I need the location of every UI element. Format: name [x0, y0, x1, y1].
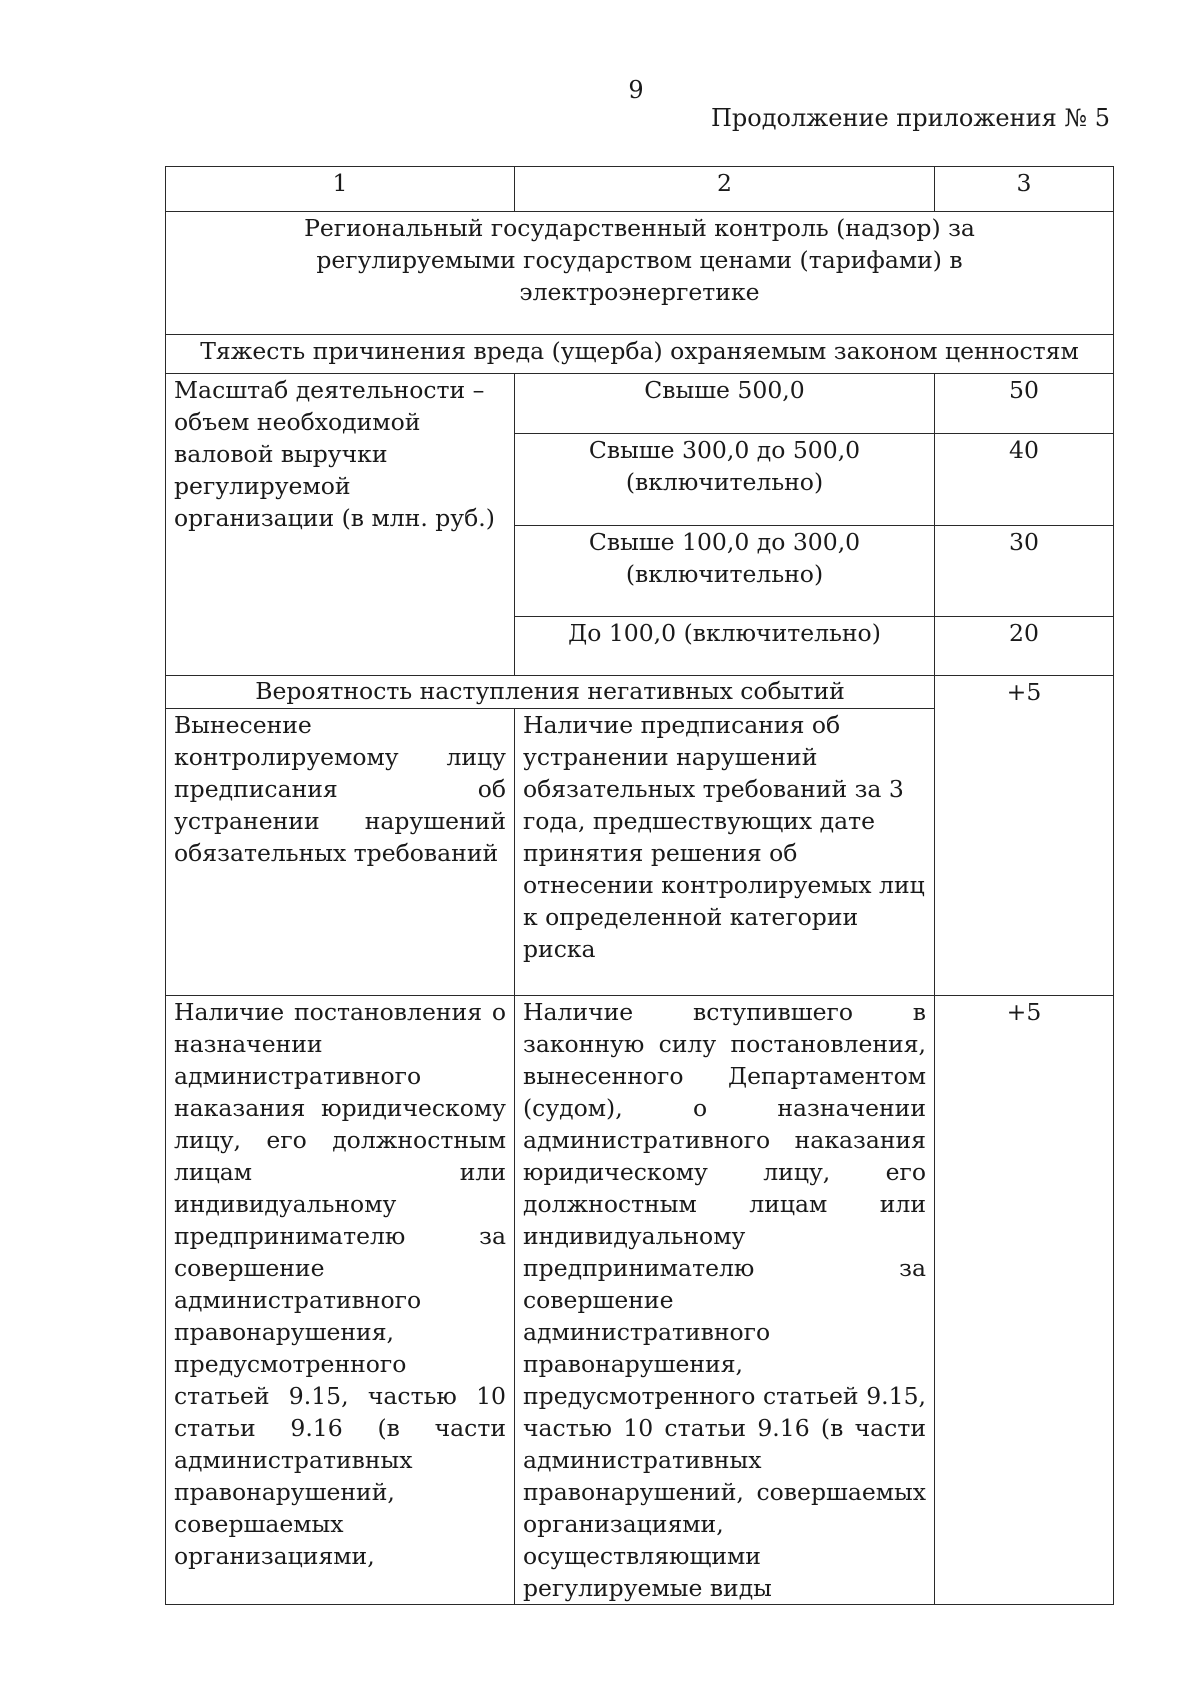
scale-row — [166, 374, 1114, 434]
probability-header-row — [166, 676, 1114, 709]
column-number-row — [166, 167, 1114, 212]
section-title-row — [166, 212, 1114, 335]
scale-label: Масштаб деятельности – объем необходимой валовой выручки регулируемой организации (в млн. руб.) — [166, 374, 515, 676]
scale-points: 50 — [935, 374, 1114, 434]
indicator-text: Наличие вступившего в законную силу постановления, вынесенного Департаментом (судом), о назначении административного наказания юридическому лицу, его должностным лицам или индивидуальному предпринимателю за совершение административного правонарушения, предусмотренного статьей 9.15, частью 10 статьи 9.16 (в части административных правонарушений, совершаемых организациями, осуществляющими регулируемые виды — [515, 996, 935, 1605]
indicator-text: Наличие предписания об устранении нарушений обязательных требований за 3 года, предшествующих дате принятия решения об отнесении контролируемых лиц к определенной категории риска — [515, 709, 935, 996]
col-header-2: 2 — [515, 167, 935, 212]
section-title: Региональный государственный контроль (надзор) за регулируемыми государством ценами (тарифами) в электроэнергетике — [166, 212, 1114, 335]
scale-range: Свыше 300,0 до 500,0 (включительно) — [515, 434, 935, 526]
criterion-points: +5 — [935, 676, 1114, 996]
scale-points: 40 — [935, 434, 1114, 526]
col-header-3: 3 — [935, 167, 1114, 212]
criterion-row — [166, 996, 1114, 1605]
scale-points: 20 — [935, 617, 1114, 676]
col-header-1: 1 — [166, 167, 515, 212]
scale-range: До 100,0 (включительно) — [515, 617, 935, 676]
risk-criteria-table — [165, 166, 1114, 1605]
scale-range: Свыше 500,0 — [515, 374, 935, 434]
criterion-text: Наличие постановления о назначении административного наказания юридическому лицу, его должностным лицам или индивидуальному предпринимателю за совершение административного правонарушения, предусмотренного статьей 9.15, частью 10 статьи 9.16 (в части административных правонарушений, совершаемых организациями, — [166, 996, 515, 1605]
probability-header: Вероятность наступления негативных событий — [166, 676, 935, 709]
scale-points: 30 — [935, 526, 1114, 617]
criterion-points: +5 — [935, 996, 1114, 1605]
severity-header: Тяжесть причинения вреда (ущерба) охраняемым законом ценностям — [166, 335, 1114, 374]
severity-header-row — [166, 335, 1114, 374]
page-number: 9 — [628, 76, 644, 104]
scale-range: Свыше 100,0 до 300,0 (включительно) — [515, 526, 935, 617]
appendix-continuation: Продолжение приложения № 5 — [710, 104, 1110, 132]
criterion-text: Вынесение контролируемому лицу предписания об устранении нарушений обязательных требований — [166, 709, 515, 996]
